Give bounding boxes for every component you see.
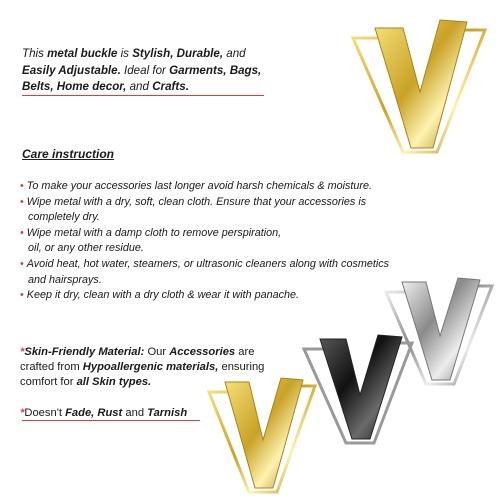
feature-highlight: all Skin types.	[76, 376, 152, 388]
list-item	[20, 226, 440, 257]
bullet-icon: •	[20, 289, 24, 302]
intro-highlight: Crafts.	[152, 80, 189, 93]
feature-text: Our	[144, 346, 170, 358]
feature-title: Skin-Friendly Material:	[24, 346, 145, 358]
intro-highlight: metal buckle	[47, 47, 118, 60]
care-title: Care instruction	[22, 147, 115, 161]
asterisk-icon: *	[20, 346, 25, 358]
intro-text-part: Ideal for	[120, 63, 170, 77]
bullet-icon: •	[20, 257, 24, 270]
list-item-text: Avoid heat, hot water, steamers, or ultrasonic cleaners along with cosmetics	[26, 257, 390, 270]
intro-divider	[22, 95, 264, 96]
feature-highlight: Fade, Rust	[65, 407, 123, 419]
feature-divider	[22, 420, 200, 421]
intro-highlight: Garments, Bags, Belts, Home decor,	[22, 63, 262, 93]
intro-text-part: is	[117, 47, 133, 60]
feature-text: ensuring comfort for	[20, 361, 265, 388]
care-list	[20, 179, 440, 304]
asterisk-icon: *	[20, 407, 25, 419]
list-item-text: Wipe metal with a dry, soft, clean cloth. Ensure that your accessories is	[26, 195, 367, 208]
feature-text: and	[122, 407, 148, 419]
list-item-text: To make your accessories last longer avoid harsh chemicals & moisture.	[26, 180, 373, 192]
bullet-icon: •	[20, 226, 24, 239]
feature-text: are crafted from	[20, 346, 255, 373]
list-item-text: and hairsprays.	[28, 273, 102, 286]
list-item-text: completely dry.	[28, 211, 100, 224]
feature-highlight: Hypoallergenic materials,	[82, 361, 219, 373]
bullet-icon: •	[20, 180, 24, 192]
bullet-icon: •	[20, 195, 24, 208]
intro-text-part: This	[22, 47, 48, 60]
intro-text-part: and	[126, 80, 153, 93]
feature-no-tarnish	[20, 407, 187, 419]
list-item	[20, 195, 440, 226]
gold-v-buckle-image	[345, 20, 495, 160]
list-item-text: oil, or any other residue.	[28, 242, 144, 255]
gold-v-buckle-small-image	[203, 378, 321, 496]
intro-highlight: Easily Adjustable.	[22, 63, 121, 77]
intro-text	[22, 46, 272, 96]
intro-text-part: and	[223, 47, 246, 60]
feature-highlight: Accessories	[169, 346, 236, 358]
list-item-text: Keep it dry, clean with a dry cloth & wear it with panache.	[26, 289, 300, 302]
list-item	[20, 257, 440, 288]
list-item-text: Wipe metal with a damp cloth to remove perspiration,	[26, 226, 282, 239]
list-item	[20, 179, 440, 195]
intro-highlight: Stylish, Durable,	[132, 47, 224, 60]
feature-text: Doesn't	[24, 407, 66, 419]
list-item	[20, 288, 440, 304]
feature-highlight: Tarnish	[147, 407, 188, 419]
